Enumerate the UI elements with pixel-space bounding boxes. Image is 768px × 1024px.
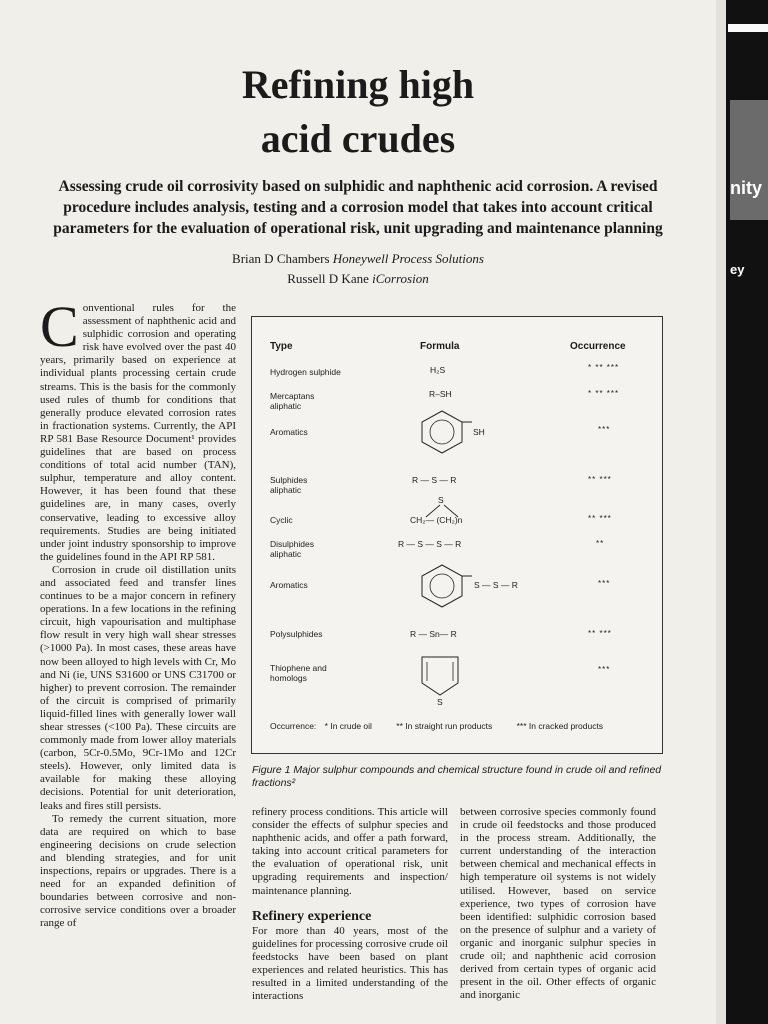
legend-crude-oil: * In crude oil — [324, 721, 372, 731]
author-name: Russell D Kane — [287, 271, 369, 286]
author-2 — [0, 269, 716, 289]
row-formula: H₂S — [430, 365, 446, 375]
benzene-ring-icon — [412, 407, 472, 457]
benzene-ring-icon — [412, 561, 472, 611]
row-formula: CH₂— (CH₂)n — [410, 515, 463, 525]
author-affiliation: Honeywell Process Solutions — [332, 251, 484, 266]
row-occurrence: ** *** — [588, 514, 612, 523]
paragraph-text: onventional rules for the assessment of naphthenic acid and sulphidic corrosion and operating risk have evolved over the past 40 years, primarily based on experience at individual plants processing certain crude streams. This is the basis for the commonly used rules of thumb for conditions that generally produce elevated corrosion rates in fractionation systems. Currently, the API RP 581 Base Resource Document¹ provides guidelines that are based on process conditions of total acid number (TAN), sulphur, temperature and alloy content. However, it has been found that these guidelines are, in many cases, overly conservative, leading to excessive alloy requirements. Studies are being initiated under joint industry sponsorship to improve the guidelines found in the API RP 581. — [40, 302, 236, 563]
row-type-label: Polysulphides — [270, 629, 323, 639]
drop-cap: C — [40, 294, 79, 359]
author-block — [0, 249, 716, 289]
occurrence-legend — [270, 721, 603, 731]
row-occurrence: ** — [596, 539, 605, 548]
article-title — [0, 58, 716, 166]
row-formula: R — S — S — R — [398, 539, 462, 549]
row-occurrence: *** — [598, 665, 611, 674]
body-column-1 — [40, 294, 237, 931]
row-type-label: Aromatics — [270, 427, 308, 437]
white-bar — [728, 24, 768, 32]
row-type-label: Cyclic — [270, 515, 293, 525]
body-paragraph: refinery process conditions. This article will consider the effects of sulphur species and naphthenic acids, and offer a path forward, taking into account critical parameters for the evaluation of operational risk, unit upgrading requirements and inspection/ maintenance planning. — [252, 806, 448, 897]
edge-text-fragment: ey — [730, 262, 745, 277]
row-occurrence: *** — [598, 579, 611, 588]
row-occurrence: *** — [598, 425, 611, 434]
body-column-2 — [252, 806, 448, 1003]
row-type-label: Thiophene and homologs — [270, 663, 327, 683]
thiophene-ring-icon — [418, 653, 462, 697]
row-occurrence: * ** *** — [588, 363, 620, 372]
title-line-2: acid crudes — [260, 116, 456, 161]
body-paragraph: Corrosion in crude oil distillation units and associated feed and transfer lines continues to be a major concern in refinery operations. In a few locations in the refining circuit, high vapourisation and multiphase flow result in very high wall shear stresses (>1000 Pa). In most cases, these areas have now been alloyed to high levels with Cr, Mo and Ni (ie, UNS S31600 or UNS C31700 or higher) to prevent corrosion. The remainder of the circuit is comprised of primarily liquid-filled lines with generally lower wall shear stresses (<100 Pa). These circuits are commonly made from lower alloy materials (carbon, 5Cr-0.5Mo, 9Cr-1Mo and 12Cr steels). However, only limited data is available for making these alloying decisions. Potential for unit deterioration, leaks and fires still persists. — [40, 563, 237, 812]
section-heading: Refinery experience — [252, 908, 372, 924]
body-paragraph: For more than 40 years, most of the guidelines for processing corrosive crude oil feedstocks have been based on plant experiences and related heuristics. This has resulted in a limited understanding of the interactions — [252, 924, 448, 1003]
row-formula: R — S — R — [412, 475, 457, 485]
row-occurrence: ** *** — [588, 629, 612, 638]
row-formula: SH — [473, 427, 485, 437]
row-type-label: Mercaptans aliphatic — [270, 391, 315, 411]
row-type-label: Disulphides aliphatic — [270, 539, 314, 559]
row-formula: S — S — R — [474, 580, 518, 590]
article-standfirst: Assessing crude oil corrosivity based on sulphidic and naphthenic acid corrosion. A revised procedure includes analysis, testing and a corrosion model that takes into account critical parameters for the evaluation of operational risk, unit upgrading and maintenance planning — [53, 178, 663, 237]
body-column-3 — [460, 806, 656, 1002]
row-occurrence: ** *** — [588, 475, 612, 484]
row-formula: S — [437, 697, 443, 707]
author-affiliation: iCorrosion — [372, 271, 429, 286]
row-type-label: Aromatics — [270, 580, 308, 590]
edge-text-fragment: nity — [730, 178, 763, 198]
figure-caption: Figure 1 Major sulphur compounds and chemical structure found in crude oil and refined fractions² — [252, 764, 662, 789]
legend-straight-run: ** In straight run products — [396, 721, 493, 731]
legend-cracked: *** In cracked products — [516, 721, 604, 731]
title-line-1: Refining high — [241, 62, 475, 107]
figure-1-sulphur-compounds — [251, 316, 663, 754]
row-occurrence: * ** *** — [588, 389, 620, 398]
body-paragraph: To remedy the current situation, more data are required on which to base engineering decisions on crude selection and blending strategies, and for unit inspections, repairs or upgrades. There is a need for an expanded definition of boundaries between corrosive and non-corrosive service conditions over a broader range of — [40, 812, 236, 930]
cyclic-sulphur-atom: S — [438, 495, 444, 505]
row-type-label: Hydrogen sulphide — [270, 367, 341, 377]
column-header-occurrence: Occurrence — [570, 341, 626, 352]
column-header-type: Type — [270, 341, 293, 352]
author-name: Brian D Chambers — [232, 251, 330, 266]
adjacent-page-edge — [716, 0, 768, 1024]
gray-image-fragment — [730, 100, 768, 220]
row-formula: R — Sn— R — [410, 629, 457, 639]
body-paragraph — [40, 294, 236, 564]
legend-label: Occurrence: — [270, 721, 317, 731]
author-1 — [0, 249, 716, 269]
column-header-formula: Formula — [420, 341, 460, 352]
row-type-label: Sulphides aliphatic — [270, 475, 308, 495]
body-paragraph: between corrosive species commonly found in crude oil feedstocks and those produced in the process stream. Additionally, the current understanding of the interaction between chemical and mechanical effects in high temperature oil systems is not widely utilised. However, based on service experience, two types of corrosion have been identified: sulphidic corrosion based on the presence of sulphur and a variety of organic and inorganic sulphur species in crude oil; and naphthenic acid corrosion derived from certain types of organic acid present in the oil. Other effects of organic and inorganic — [460, 806, 656, 1002]
row-formula: R–SH — [429, 389, 452, 399]
